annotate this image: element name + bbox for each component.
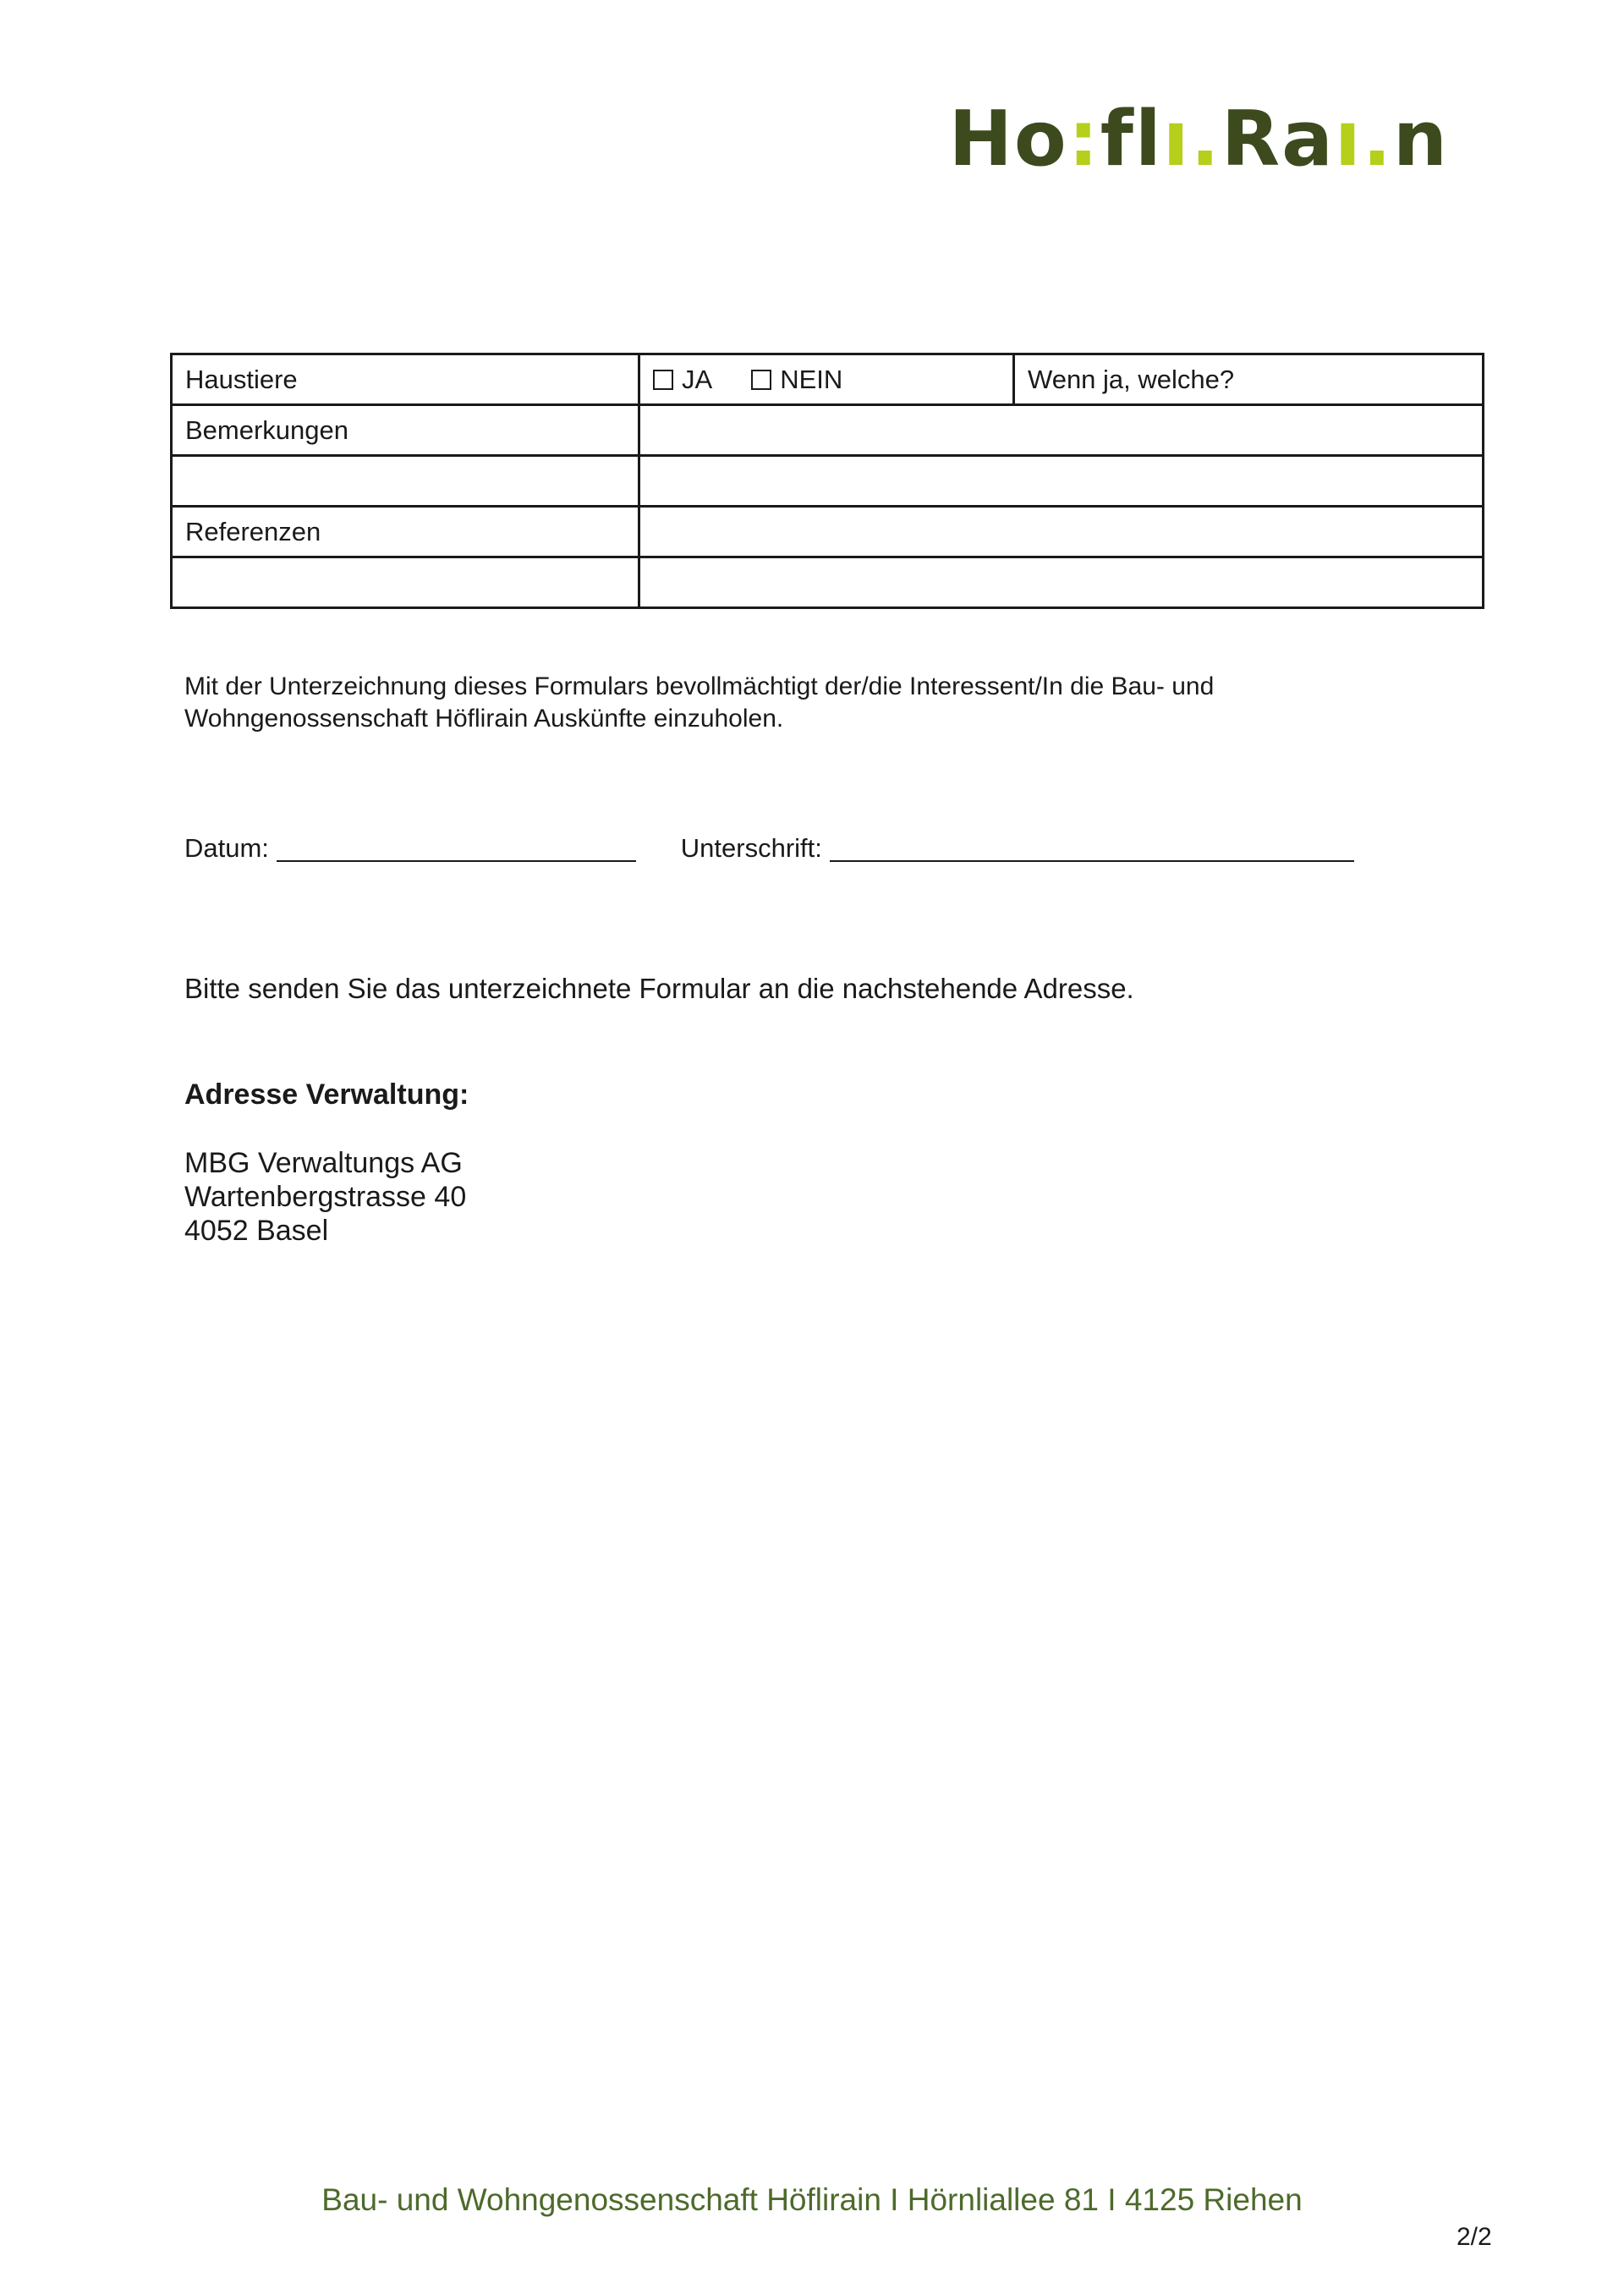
references-label: Referenzen — [172, 507, 639, 557]
table-row — [172, 507, 1484, 557]
footer-text: Bau- und Wohngenossenschaft Höflirain I Hörnliallee 81 I 4125 Riehen — [321, 2182, 1303, 2217]
remarks-field-extra[interactable] — [639, 456, 1484, 507]
table-row — [172, 456, 1484, 507]
date-field[interactable] — [277, 835, 636, 862]
signature-field[interactable] — [830, 835, 1354, 862]
address-line: 4052 Basel — [184, 1215, 329, 1247]
option-yes[interactable] — [653, 365, 712, 394]
remarks-label: Bemerkungen — [172, 405, 639, 456]
hoeflirain-logo: Ho:flı.Raı.n — [948, 95, 1449, 184]
pets-which-field[interactable]: Wenn ja, welche? — [1014, 354, 1484, 405]
instruction-text: Bitte senden Sie das unterzeichnete Formular an die nachstehende Adresse. — [184, 973, 1134, 1004]
table-row — [172, 405, 1484, 456]
pets-label: Haustiere — [172, 354, 639, 405]
table-row — [172, 354, 1484, 405]
address-heading: Adresse Verwaltung: — [184, 1078, 469, 1111]
references-field[interactable] — [639, 507, 1484, 557]
pets-options — [639, 354, 1014, 405]
references-field-extra[interactable] — [639, 557, 1484, 608]
option-no[interactable] — [751, 365, 842, 394]
address-line: Wartenbergstrasse 40 — [184, 1181, 467, 1213]
option-no-label: NEIN — [780, 364, 843, 394]
references-label-extra — [172, 557, 639, 608]
remarks-label-extra — [172, 456, 639, 507]
authorization-text: Mit der Unterzeichnung dieses Formulars bevollmächtigt der/die Interessent/In die Bau- und Wohngenossenschaft Höflirain Auskünfte einzuholen. — [184, 672, 1215, 733]
address-line: MBG Verwaltungs AG — [184, 1147, 463, 1179]
remarks-field[interactable] — [639, 405, 1484, 456]
signature-line — [184, 833, 1354, 864]
date-label: Datum: — [184, 833, 269, 863]
address-block — [184, 1146, 466, 1248]
checkbox-icon[interactable] — [653, 370, 673, 390]
application-form-table — [170, 353, 1484, 609]
checkbox-icon[interactable] — [751, 370, 771, 390]
option-yes-label: JA — [682, 364, 713, 394]
table-row — [172, 557, 1484, 608]
signature-label: Unterschrift: — [680, 833, 822, 863]
page-number: 2/2 — [1457, 2223, 1492, 2251]
